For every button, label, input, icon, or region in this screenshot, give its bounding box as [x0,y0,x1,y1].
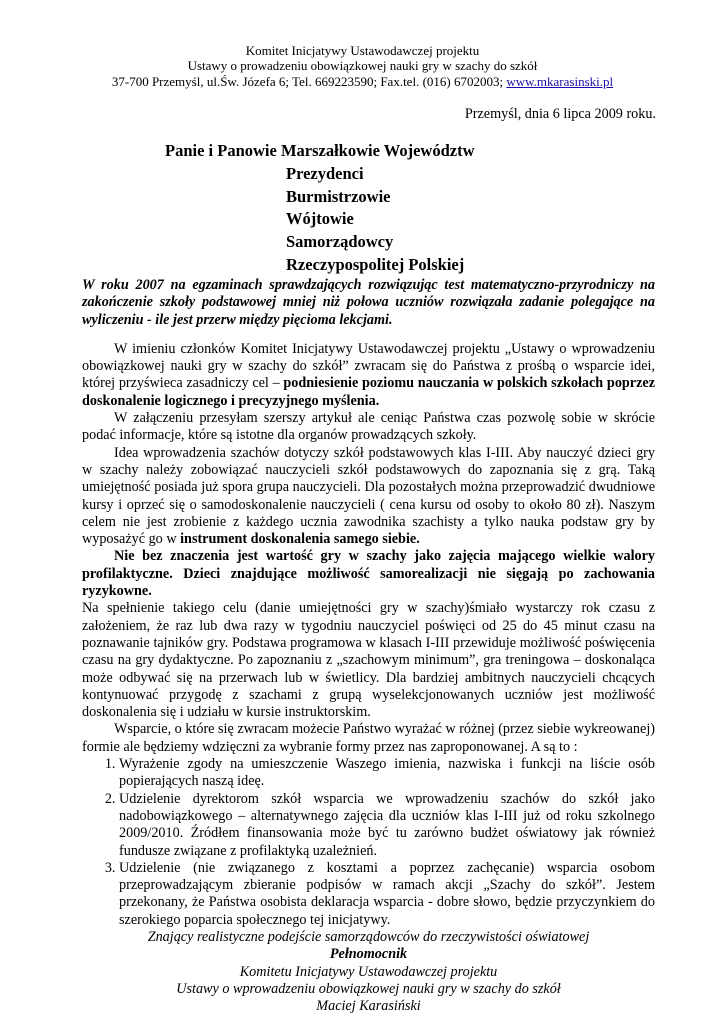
addressee-line: Wójtowie [286,209,354,229]
paragraph-emphasis: podniesienie poziomu nauczania w polskich szkołach poprzez doskonalenie logicznego i precyzyjnego myślenia. [82,375,655,409]
paragraph-idea [82,445,655,549]
paragraph-attachment: W załączeniu przesyłam szerszy artykuł ale ceniąc Państwa czas pozwolę sobie w skrócie podać informacje, które są istotne dla organów prowadzących szkoły. [82,410,655,444]
paragraph-goal: Na spełnienie takiego celu (danie umiejętności gry w szachy)śmiało wystarczy rok czasu z założeniem, że raz lub dwa razy w tygodniu nauczyciel poświęci od 25 do 45 minut czasu na poznawanie tajników gry. Podstawa programowa w klasach I-III przewiduje możliwość poświęcenia czasu na gry dydaktyczne. Po zapoznaniu z „szachowym minimum”, gra treningowa – doskonaląca może odbywać się na przerwach lub w świetlicy. Dla bardziej ambitnych nauczycieli chcących kontynuować przygodę z szachami z grupą wyselekcjonowanych uczniów jest możliwość doskonalenia się i udziału w kursie instruktorskim. [82,600,655,721]
paragraph-text: Idea wprowadzenia szachów dotyczy szkół podstawowych klas I-III. Aby nauczyć dzieci gry w szachy należy zobowiązać nauczycieli szkół podstawowych do zapoznania się z grą. Taką umiejętność posiada już spora grupa nauczycieli. Dla pozostałych można przeprowadzić dwudniowe kursy i oprzeć się o samodoskonalenie nauczycieli ( cena kursu od osoby to około 80 zł). Naszym celem nie jest zrobienie z każdego ucznia zawodnika szachisty a tylko nauka podstaw gry by wyposażyć go w [82,444,655,548]
header-line-committee: Komitet Inicjatywy Ustawodawczej projektu [245,43,480,58]
paragraph-text: W imieniu członków Komitet Inicjatywy Ustawodawczej projektu „Ustawy o wprowadzeniu obowiązkowej nauki gry w szachy do szkół” zwracam się do Państwa z prośbą o wsparcie idei, której przyświeca zasadniczy cel – [82,340,655,392]
closing-line: Znający realistyczne podejście samorządowców do rzeczywistości oświatowej [147,928,590,945]
addressee-line: Panie i Panowie Marszałkowie Województw [165,141,475,160]
header-line-contact [0,74,725,89]
addressee-block [165,140,475,277]
addressee-line: Burmistrzowie [286,186,391,206]
signature-committee: Komitetu Inicjatywy Ustawodawczej projektu [239,963,498,980]
list-item: 3. Udzielenie (nie związanego z kosztami a poprzez zachęcanie) wsparcia osobom przeprowadzającym zbieranie podpisów w ramach akcji „Szachy do szkół”. Jestem przekonany, że Państwa osobista deklaracja wsparcia - dobre słowo, będzie przyczynkiem do szerokiego poparcia społecznego tej inicjatywy. [119,860,655,929]
letter-date: Przemyśl, dnia 6 lipca 2009 roku. [464,106,656,122]
list-item: 2. Udzielenie dyrektorom szkół wsparcia we wprowadzeniu szachów do szkół jako nadobowiązkowego – alternatywnego zajęcia dla uczniów klas I-III już od roku szkolnego 2009/2010. Źródłem finansowania może być tu zarówno budżet oświatowy jak również fundusze związane z profilaktyką uzależnień. [119,791,655,860]
signature-act: Ustawy o wprowadzeniu obowiązkowej nauki gry w szachy do szkół [176,980,561,997]
paragraph-emphasis: instrument doskonalenia samego siebie. [180,531,420,548]
paragraph-support: Wsparcie, o które się zwracam możecie Państwo wyrażać w różnej (przez siebie wykreowanej) formie ale będziemy wdzięczni za wybranie formy przez nas zaproponowanej. A są to : [82,721,655,755]
list-item: 1. Wyrażenie zgody na umieszczenie Waszego imienia, nazwiska i funkcji na liście osób popierających naszą ideę. [119,756,655,791]
addressee-line: Prezydenci [286,163,364,183]
website-link[interactable]: www.mkarasinski.pl [506,74,614,89]
signature-role: Pełnomocnik [329,946,408,963]
addressee-line: Rzeczypospolitej Polskiej [286,254,465,274]
paragraph-prevention: Nie bez znaczenia jest wartość gry w szachy jako zajęcia mającego wielkie walory profilaktyczne. Dzieci znajdujące możliwość samorealizacji nie sięgają po zachowania ryzykowne. [82,548,655,600]
intro-paragraph: W roku 2007 na egzaminach sprawdzających rozwiązując test matematyczno-przyrodniczy na zakończenie szkoły podstawowej mniej niż połowa uczniów rozwiązała zadanie polegające na wyliczeniu - ile jest przerw między pięcioma lekcjami. [82,277,655,328]
letter-body [82,277,655,1015]
paragraph-request [82,341,655,410]
signature-name: Maciej Karasiński [316,998,421,1015]
header-address: 37-700 Przemyśl, ul.Św. Józefa 6; Tel. 669223590; Fax.tel. (016) 6702003; [111,74,507,89]
support-list [82,756,655,929]
addressee-line: Samorządowcy [286,232,394,252]
header-line-act: Ustawy o prowadzeniu obowiązkowej nauki gry w szachy do szkół [187,58,538,73]
